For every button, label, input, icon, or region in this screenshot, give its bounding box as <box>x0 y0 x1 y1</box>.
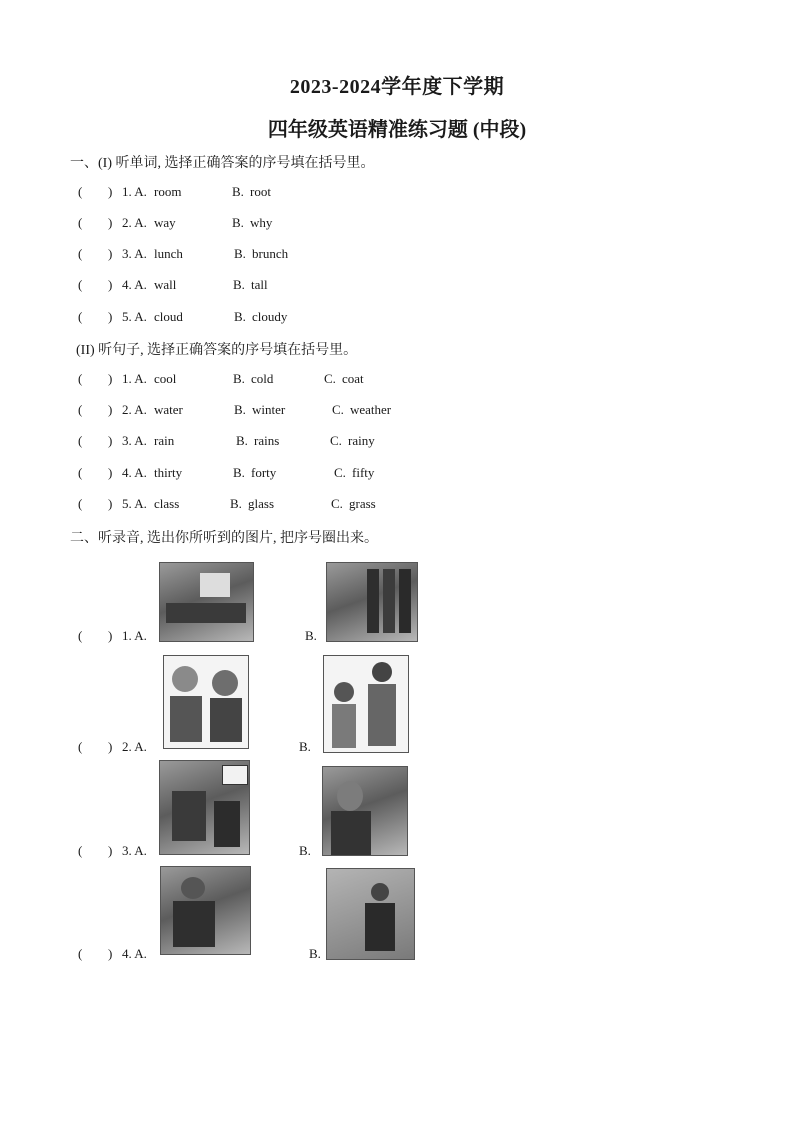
option-a: room <box>154 184 182 199</box>
picture-3a-girl-with-castle[interactable] <box>159 760 250 855</box>
answer-paren-close: ) <box>108 433 113 448</box>
option-b-label: B. <box>234 246 246 261</box>
option-c: coat <box>342 371 364 386</box>
answer-paren-open[interactable]: ( <box>78 246 83 261</box>
option-a: cool <box>154 371 177 386</box>
option-a: way <box>154 215 176 230</box>
option-b-label: B. <box>233 277 245 292</box>
picture-1a-classroom[interactable] <box>159 562 254 642</box>
option-a: class <box>154 496 180 511</box>
option-b: cold <box>251 371 274 386</box>
option-a: thirty <box>154 465 183 480</box>
answer-paren-open[interactable]: ( <box>78 739 83 754</box>
option-b-label: B. <box>233 465 245 480</box>
answer-paren-close: ) <box>108 215 113 230</box>
option-b: root <box>250 184 271 199</box>
option-b-label: B. <box>299 739 311 754</box>
answer-paren-close: ) <box>108 246 113 261</box>
option-c-label: C. <box>324 371 336 386</box>
question-number: 1. A. <box>122 371 147 386</box>
option-b-label: B. <box>234 309 246 324</box>
question-number: 2. A. <box>122 402 147 417</box>
title-exam: 四年级英语精准练习题 (中段) <box>267 119 527 141</box>
question-number: 5. A. <box>122 496 147 511</box>
option-b: why <box>250 215 273 230</box>
option-b-label: B. <box>234 402 246 417</box>
answer-paren-open[interactable]: ( <box>78 309 83 324</box>
answer-paren-open[interactable]: ( <box>78 628 83 643</box>
option-b: forty <box>251 465 277 480</box>
answer-paren-open[interactable]: ( <box>78 402 83 417</box>
option-c: rainy <box>348 433 375 448</box>
option-c: grass <box>349 496 376 511</box>
question-number: 4. A. <box>122 465 147 480</box>
option-b: winter <box>252 402 286 417</box>
option-a: wall <box>154 277 177 292</box>
answer-paren-close: ) <box>108 843 113 858</box>
answer-paren-open[interactable]: ( <box>78 277 83 292</box>
question-number: 4. A. <box>122 946 147 961</box>
option-b-label: B. <box>230 496 242 511</box>
option-b-label: B. <box>305 628 317 643</box>
answer-paren-close: ) <box>108 739 113 754</box>
answer-paren-close: ) <box>108 628 113 643</box>
picture-2a-two-children[interactable] <box>163 655 249 749</box>
option-b: tall <box>251 277 268 292</box>
answer-paren-close: ) <box>108 277 113 292</box>
question-number: 2. A. <box>122 215 147 230</box>
section1-part2-heading: (II) 听句子, 选择正确答案的序号填在括号里。 <box>76 343 358 358</box>
answer-paren-open[interactable]: ( <box>78 215 83 230</box>
option-b: cloudy <box>252 309 288 324</box>
question-number: 1. A. <box>122 184 147 199</box>
picture-4a-child-in-coat[interactable] <box>160 866 251 955</box>
question-number: 5. A. <box>122 309 147 324</box>
question-number: 1. A. <box>122 628 147 643</box>
option-b-label: B. <box>232 215 244 230</box>
answer-paren-open[interactable]: ( <box>78 465 83 480</box>
option-b: rains <box>254 433 280 448</box>
option-c-label: C. <box>331 496 343 511</box>
section1-part1-heading: 一、(I) 听单词, 选择正确答案的序号填在括号里。 <box>70 156 375 171</box>
option-b: brunch <box>252 246 289 261</box>
option-c-label: C. <box>330 433 342 448</box>
answer-paren-close: ) <box>108 402 113 417</box>
answer-paren-close: ) <box>108 946 113 961</box>
answer-paren-open[interactable]: ( <box>78 184 83 199</box>
question-number: 3. A. <box>122 433 147 448</box>
option-c-label: C. <box>334 465 346 480</box>
option-b-label: B. <box>299 843 311 858</box>
option-a: water <box>154 402 183 417</box>
question-number: 2. A. <box>122 739 147 754</box>
question-number: 4. A. <box>122 277 147 292</box>
answer-paren-open[interactable]: ( <box>78 371 83 386</box>
answer-paren-close: ) <box>108 371 113 386</box>
answer-paren-close: ) <box>108 465 113 480</box>
option-a: rain <box>154 433 175 448</box>
option-b-label: B. <box>233 371 245 386</box>
answer-paren-open[interactable]: ( <box>78 433 83 448</box>
question-number: 3. A. <box>122 246 147 261</box>
picture-3b-man-and-sea[interactable] <box>322 766 408 856</box>
answer-paren-open[interactable]: ( <box>78 496 83 511</box>
option-b-label: B. <box>236 433 248 448</box>
option-c-label: C. <box>332 402 344 417</box>
option-c: fifty <box>352 465 375 480</box>
section2-heading: 二、听录音, 选出你所听到的图片, 把序号圈出来。 <box>70 531 378 546</box>
option-b-label: B. <box>309 946 321 961</box>
title-year: 2023-2024学年度下学期 <box>289 76 505 98</box>
picture-4b-child-in-coat[interactable] <box>326 868 415 960</box>
option-a: lunch <box>154 246 183 261</box>
option-a: cloud <box>154 309 183 324</box>
option-c: weather <box>350 402 392 417</box>
answer-paren-close: ) <box>108 496 113 511</box>
option-b: glass <box>248 496 274 511</box>
question-number: 3. A. <box>122 843 147 858</box>
picture-1b-library[interactable] <box>326 562 418 642</box>
answer-paren-open[interactable]: ( <box>78 946 83 961</box>
answer-paren-close: ) <box>108 184 113 199</box>
option-b-label: B. <box>232 184 244 199</box>
answer-paren-open[interactable]: ( <box>78 843 83 858</box>
picture-2b-two-boys[interactable] <box>323 655 409 753</box>
answer-paren-close: ) <box>108 309 113 324</box>
